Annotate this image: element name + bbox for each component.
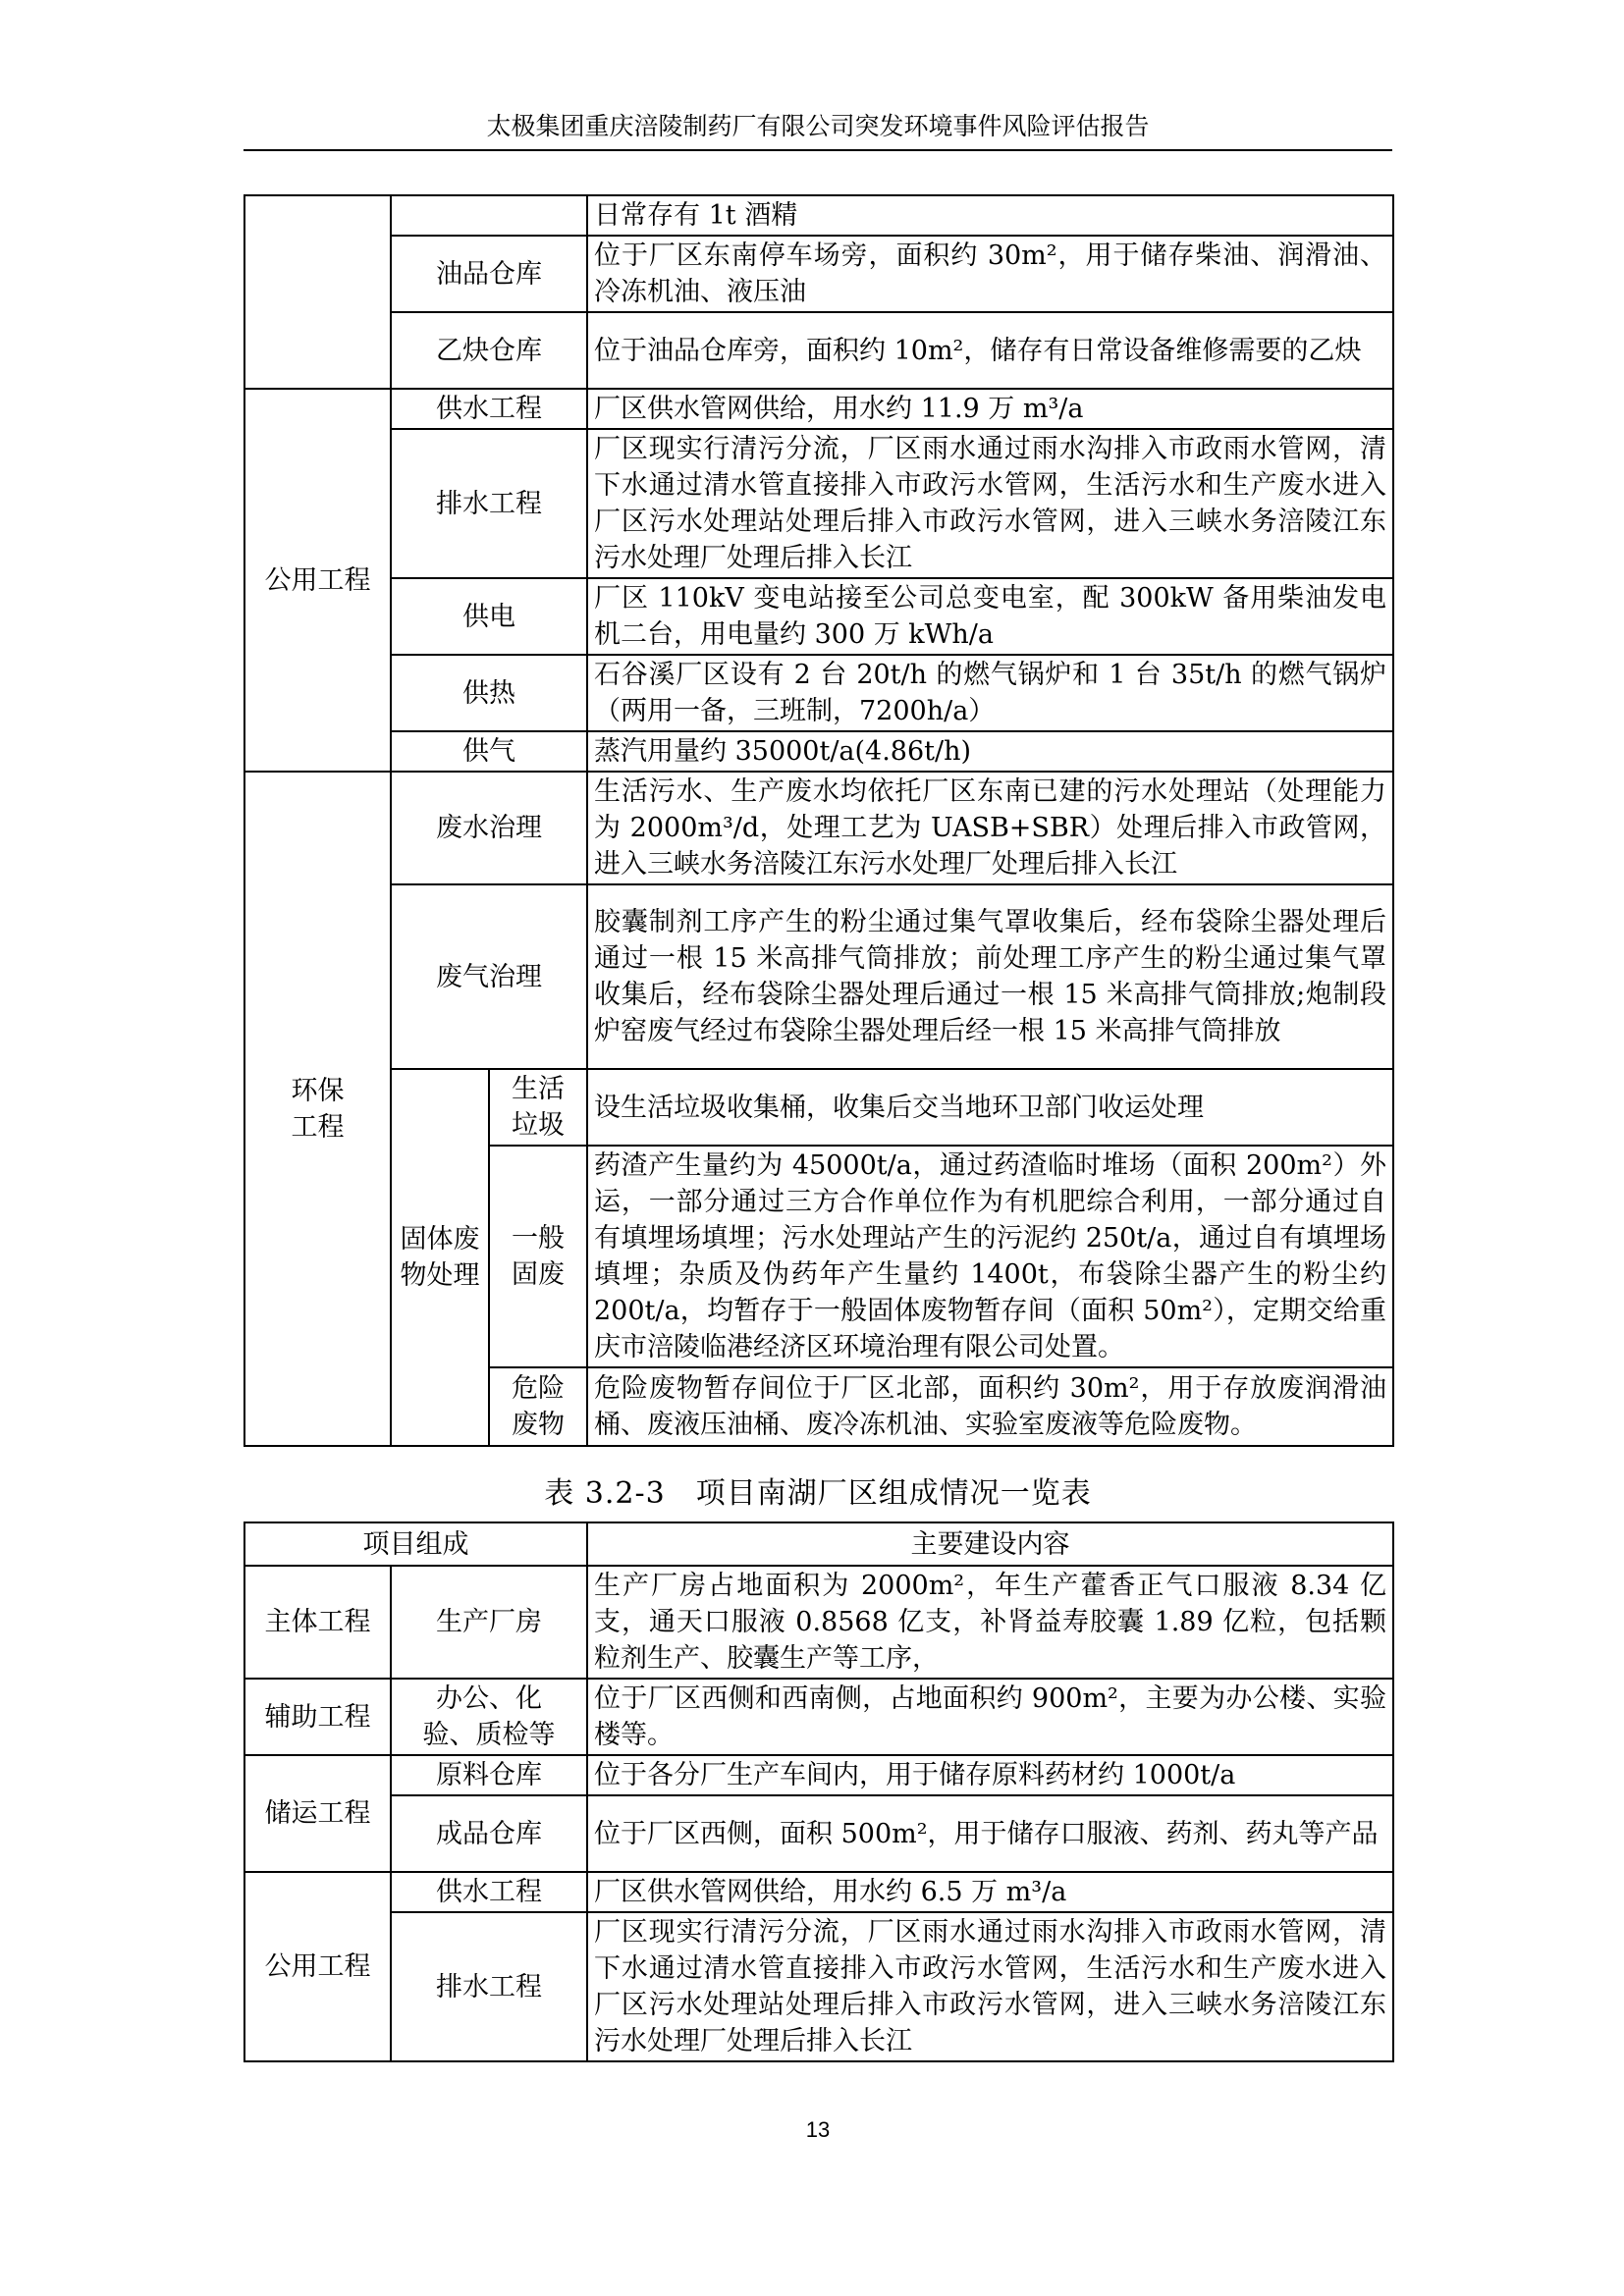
item-cell: 生产厂房 <box>391 1566 587 1679</box>
subitem-cell: 危险废物 <box>489 1367 587 1446</box>
page-header: 太极集团重庆涪陵制药厂有限公司突发环境事件风险评估报告 <box>486 112 1150 140</box>
item-cell: 办公、化验、质检等 <box>391 1679 587 1755</box>
header-cell-composition: 项目组成 <box>244 1522 587 1566</box>
item-cell: 乙炔仓库 <box>391 312 587 389</box>
content-cell: 位于厂区西侧，面积 500m²，用于储存口服液、药剂、药丸等产品 <box>587 1795 1393 1872</box>
content-cell: 石谷溪厂区设有 2 台 20t/h 的燃气锅炉和 1 台 35t/h 的燃气锅炉（两用一备，三班制，7200h/a） <box>587 655 1393 731</box>
header-rule <box>244 149 1392 151</box>
content-cell: 位于各分厂生产车间内，用于储存原料药材约 1000t/a <box>587 1755 1393 1795</box>
content-cell: 厂区供水管网供给，用水约 6.5 万 m³/a <box>587 1872 1393 1912</box>
content-cell: 日常存有 1t 酒精 <box>587 195 1393 236</box>
item-cell: 供电 <box>391 578 587 655</box>
content-cell: 生产厂房占地面积为 2000m²，年生产藿香正气口服液 8.34 亿支，通天口服液 0.8568 亿支，补肾益寿胶囊 1.89 亿粒，包括颗粒剂生产、胶囊生产等工序， <box>587 1566 1393 1679</box>
group-cell: 主体工程 <box>244 1566 391 1679</box>
content-cell: 厂区现实行清污分流，厂区雨水通过雨水沟排入市政雨水管网，清下水通过清水管直接排入市政污水管网，生活污水和生产废水进入厂区污水处理站处理后排入市政污水管网，进入三峡水务涪陵江东污水处理厂处理后排入长江 <box>587 1912 1393 2061</box>
table-caption: 表 3.2-3 项目南湖厂区组成情况一览表 <box>544 1476 1092 1511</box>
content-cell: 药渣产生量约为 45000t/a，通过药渣临时堆场（面积 200m²）外运，一部分通过三方合作单位作为有机肥综合利用，一部分通过自有填埋场填埋；污水处理站产生的污泥约 250t/a，通过自有填埋场填埋；杂质及伪药年产生量约 1400t，布袋除尘器产生的粉尘约 200t/a，均暂存于一般固体废物暂存间（面积 50m²），定期交给重庆市涪陵临港经济区环境治理有限公司处置。 <box>587 1146 1393 1367</box>
group-cell-storage-continued <box>244 195 391 389</box>
content-cell: 厂区现实行清污分流，厂区雨水通过雨水沟排入市政雨水管网，清下水通过清水管直接排入市政污水管网，生活污水和生产废水进入厂区污水处理站处理后排入市政污水管网，进入三峡水务涪陵江东污水处理厂处理后排入长江 <box>587 429 1393 578</box>
item-cell: 排水工程 <box>391 1912 587 2061</box>
content-cell: 生活污水、生产废水均依托厂区东南已建的污水处理站（处理能力为 2000m³/d，处理工艺为 UASB+SBR）处理后排入市政管网，进入三峡水务涪陵江东污水处理厂处理后排入长江 <box>587 772 1393 884</box>
content-cell: 胶囊制剂工序产生的粉尘通过集气罩收集后，经布袋除尘器处理后通过一根 15 米高排气筒排放；前处理工序产生的粉尘通过集气罩收集后，经布袋除尘器处理后通过一根 15 米高排气筒排放;炮制段炉窑废气经过布袋除尘器处理后经一根 15 米高排气筒排放 <box>587 884 1393 1069</box>
item-cell: 废水治理 <box>391 772 587 884</box>
nanhu-composition-table <box>244 1522 1394 2062</box>
content-cell: 蒸汽用量约 35000t/a(4.86t/h) <box>587 731 1393 772</box>
item-cell: 原料仓库 <box>391 1755 587 1795</box>
content-cell: 位于厂区西侧和西南侧，占地面积约 900m²，主要为办公楼、实验楼等。 <box>587 1679 1393 1755</box>
content-cell: 位于油品仓库旁，面积约 10m²，储存有日常设备维修需要的乙炔 <box>587 312 1393 389</box>
content-cell: 危险废物暂存间位于厂区北部，面积约 30m²，用于存放废润滑油桶、废液压油桶、废冷冻机油、实验室废液等危险废物。 <box>587 1367 1393 1446</box>
content-cell: 厂区供水管网供给，用水约 11.9 万 m³/a <box>587 389 1393 429</box>
page-number: 13 <box>805 2117 831 2142</box>
project-composition-table-continued <box>244 194 1394 1447</box>
group-cell-storage: 储运工程 <box>244 1755 391 1872</box>
item-cell: 供热 <box>391 655 587 731</box>
item-cell: 废气治理 <box>391 884 587 1069</box>
item-cell: 供气 <box>391 731 587 772</box>
item-cell: 油品仓库 <box>391 236 587 312</box>
subitem-cell: 一般固废 <box>489 1146 587 1367</box>
content-cell: 设生活垃圾收集桶，收集后交当地环卫部门收运处理 <box>587 1069 1393 1146</box>
subgroup-cell-solid-waste: 固体废物处理 <box>391 1069 489 1446</box>
item-cell-empty <box>391 195 587 236</box>
header-cell-content: 主要建设内容 <box>587 1522 1393 1566</box>
group-cell-environmental-works: 环保工程 <box>244 772 391 1446</box>
item-cell: 供水工程 <box>391 389 587 429</box>
content-cell: 厂区 110kV 变电站接至公司总变电室，配 300kW 备用柴油发电机二台，用电量约 300 万 kWh/a <box>587 578 1393 655</box>
item-cell: 排水工程 <box>391 429 587 578</box>
group-cell: 辅助工程 <box>244 1679 391 1755</box>
group-cell-public-works: 公用工程 <box>244 1872 391 2061</box>
group-cell-public-works: 公用工程 <box>244 389 391 772</box>
content-cell: 位于厂区东南停车场旁，面积约 30m²，用于储存柴油、润滑油、冷冻机油、液压油 <box>587 236 1393 312</box>
subitem-cell: 生活垃圾 <box>489 1069 587 1146</box>
item-cell: 供水工程 <box>391 1872 587 1912</box>
item-cell: 成品仓库 <box>391 1795 587 1872</box>
